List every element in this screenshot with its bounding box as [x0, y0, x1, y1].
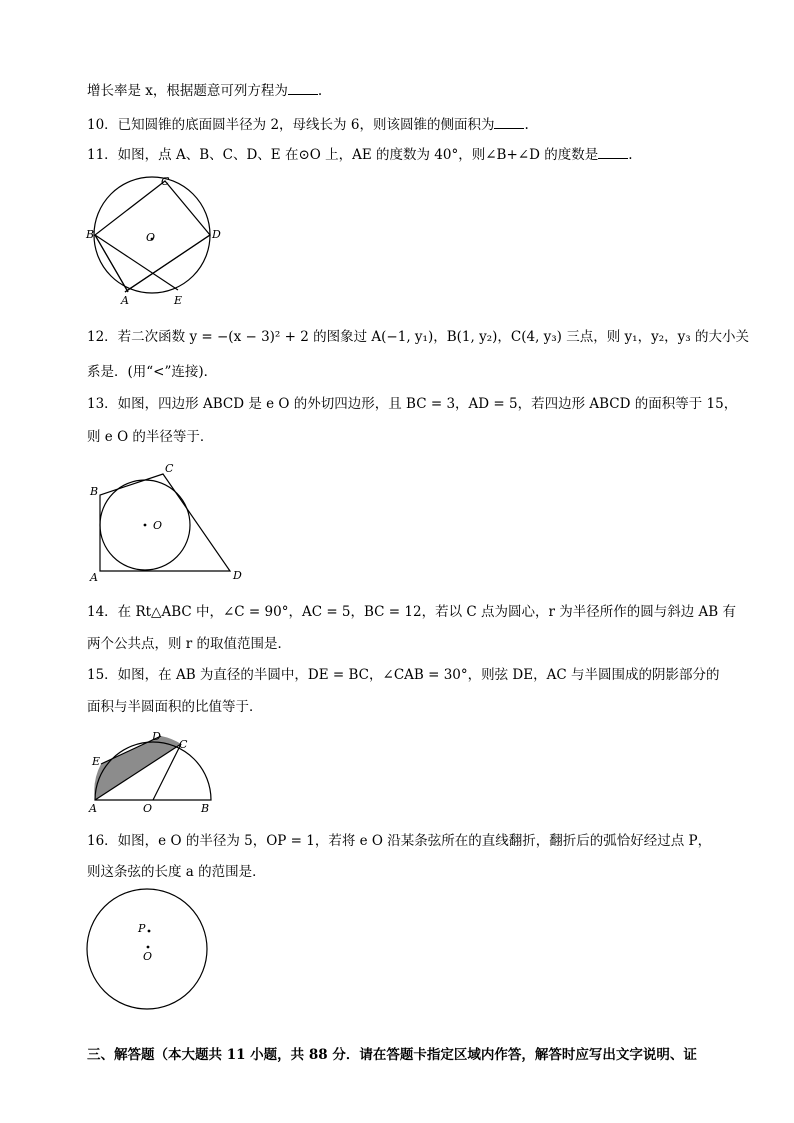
label-o: O [143, 802, 153, 815]
label-b: B [86, 228, 95, 241]
label-b: B [90, 485, 99, 498]
label-o: O [146, 231, 156, 244]
point-p [148, 930, 151, 933]
line-q9-tail: 增长率是 x，根据题意可列方程为 . [87, 83, 323, 99]
circle-o [87, 889, 207, 1009]
label-a: A [90, 571, 98, 584]
label-e: E [174, 294, 183, 307]
label-c: C [179, 738, 188, 751]
question-13: 13．如图，四边形 ABCD 是 e O 的外切四边形，且 BC = 3，AD = 5，若四边形 ABCD 的面积等于 15， [87, 396, 738, 412]
label-c: C [161, 175, 170, 188]
question-11: 11．如图，点 A、B、C、D、E 在⊙O 上，AE 的度数为 40°，则∠B+∠D 的度数是 . [87, 147, 633, 163]
question-12-cont: 系是．(用“<”连接)． [87, 364, 218, 380]
answer-blank [598, 146, 628, 159]
question-10: 10．已知圆锥的底面圆半径为 2，母线长为 6，则该圆锥的侧面积为 . [87, 117, 529, 133]
label-d: D [233, 569, 242, 582]
label-p: P [138, 922, 146, 935]
label-a: A [121, 294, 129, 307]
figure-16 [85, 888, 210, 1013]
question-13-cont: 则 e O 的半径等于． [87, 429, 214, 445]
label-b: B [201, 802, 210, 815]
figure-15 [86, 727, 216, 817]
answer-blank [494, 116, 524, 129]
figure-11 [85, 175, 225, 310]
question-14-cont: 两个公共点，则 r 的取值范围是． [87, 636, 292, 652]
label-o: O [143, 950, 153, 963]
question-15-cont: 面积与半圆面积的比值等于． [87, 699, 263, 715]
shaded-region [94, 736, 181, 800]
question-16-cont: 则这条弦的长度 a 的范围是． [87, 864, 266, 880]
center-dot [144, 524, 147, 527]
label-o: O [153, 519, 163, 532]
label-e: E [92, 755, 101, 768]
label-c: C [165, 462, 174, 475]
question-12: 12．若二次函数 y = −(x − 3)² + 2 的图象过 A(−1, y₁)，B(1, y₂)，C(4, y₃) 三点，则 y₁，y₂，y₃ 的大小关 [87, 329, 749, 345]
section-three-heading: 三、解答题（本大题共 11 小题，共 88 分．请在答题卡指定区域内作答，解答时应写出文字说明、证 [87, 1047, 697, 1063]
question-14: 14．在 Rt△ABC 中，∠C = 90°，AC = 5，BC = 12，若以 C 点为圆心，r 为半径所作的圆与斜边 AB 有 [87, 604, 736, 620]
label-d: D [152, 730, 161, 743]
question-15: 15．如图，在 AB 为直径的半圆中，DE = BC，∠CAB = 30°，则弦 DE，AC 与半圆围成的阴影部分的 [87, 667, 720, 683]
question-16: 16．如图，e O 的半径为 5，OP = 1，若将 e O 沿某条弦所在的直线翻折，翻折后的弧恰好经过点 P， [87, 833, 712, 849]
label-a: A [89, 802, 97, 815]
label-d: D [212, 228, 221, 241]
figure-13 [88, 460, 248, 585]
answer-blank [288, 82, 318, 95]
center-dot [147, 946, 150, 949]
chord-be [95, 235, 178, 290]
